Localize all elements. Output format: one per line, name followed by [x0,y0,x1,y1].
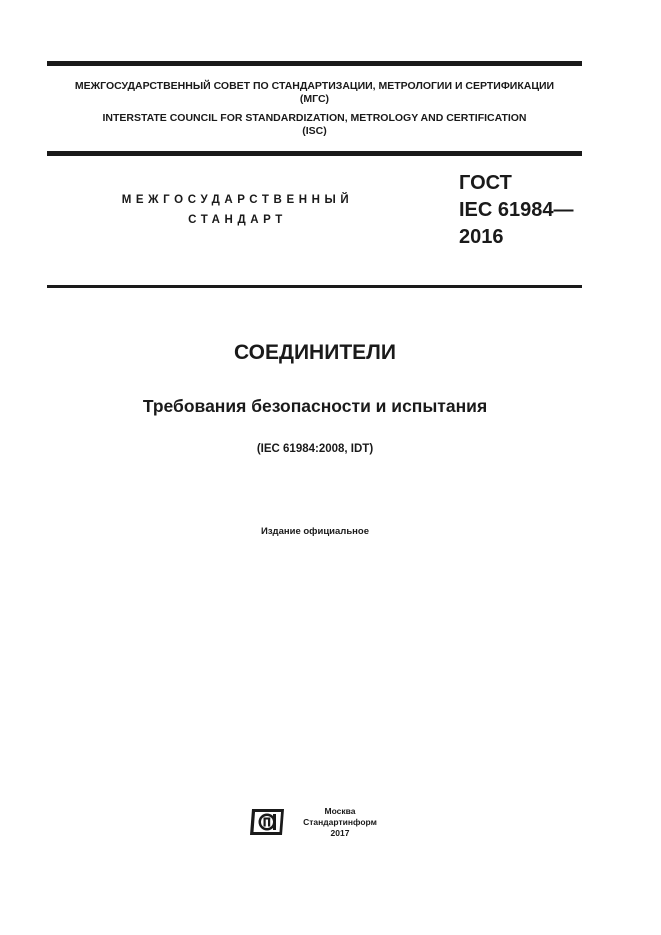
council-en-abbr: (ISC) [302,125,327,137]
publisher-year: 2017 [330,828,350,838]
council-en-name: INTERSTATE COUNCIL FOR STANDARDIZATION, METROLOGY AND CERTIFICATION [102,112,527,124]
standard-id [459,170,574,251]
document-subtitle: Требования безопасности и испытания [142,396,488,416]
council-ru-abbr: (МГС) [299,93,330,105]
council-ru-name: МЕЖГОСУДАРСТВЕННЫЙ СОВЕТ ПО СТАНДАРТИЗАЦИИ, МЕТРОЛОГИИ И СЕРТИФИКАЦИИ [74,80,555,92]
standard-id-prefix: ГОСТ [459,172,512,194]
identity-note: (IEC 61984:2008, IDT) [256,443,374,455]
edition-note: Издание официальное [261,526,369,537]
council-russian [47,80,582,106]
standard-kind-line1: МЕЖГОСУДАРСТВЕННЫЙ [121,194,354,206]
header-divider [47,151,582,156]
top-rule [47,61,582,66]
title-divider [47,285,582,288]
standard-id-number: IEC 61984— [459,199,574,221]
council-english [47,112,582,138]
standard-id-year: 2016 [459,226,504,248]
publisher-name: Стандартинформ [303,817,377,827]
standartinform-logo-icon [249,806,287,838]
publisher-city: Москва [324,806,356,816]
standard-kind-line2: СТАНДАРТ [188,214,287,226]
publisher-info [296,806,384,839]
standard-kind [95,190,380,230]
document-title: СОЕДИНИТЕЛИ [234,341,396,364]
